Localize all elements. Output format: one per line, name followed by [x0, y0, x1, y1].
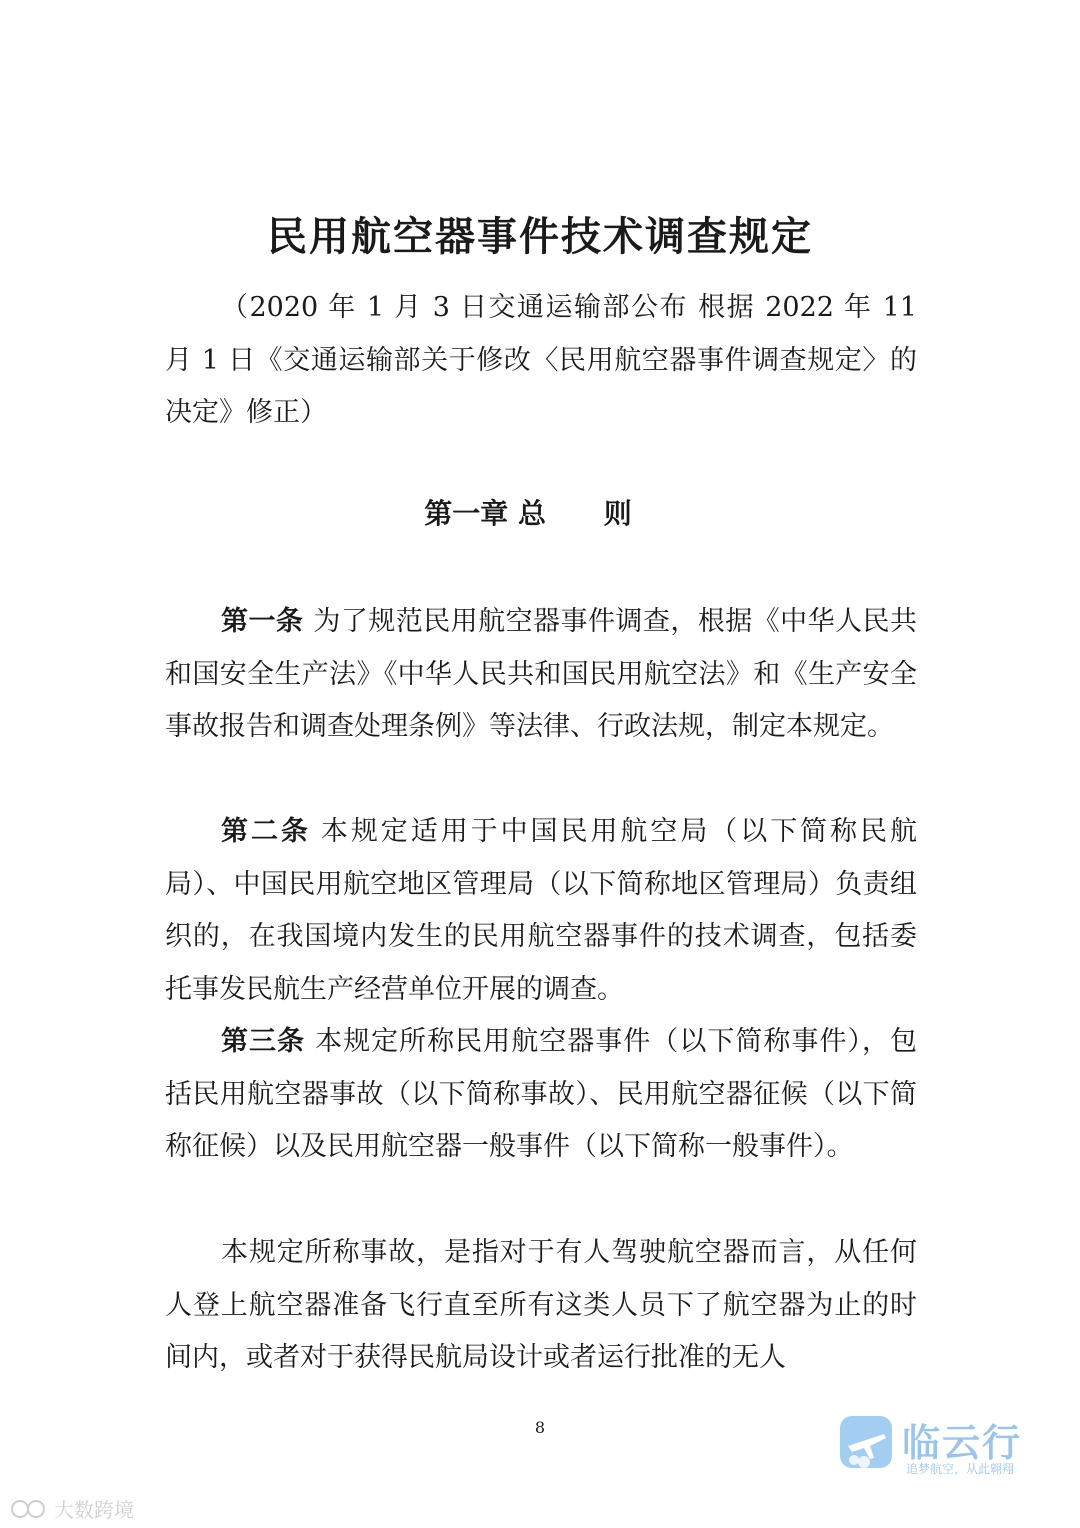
- chapter-heading: [0, 492, 1080, 532]
- article-label: 第一条: [221, 606, 304, 637]
- accident-definition-paragraph: 本规定所称事故，是指对于有人驾驶航空器而言，从任何人登上航空器准备飞行直至所有这类人员下了航空器为止的时间内，或者对于获得民航局设计或者运行批准的无人: [165, 1237, 917, 1373]
- brand-watermark: [840, 1412, 1040, 1482]
- article-text: 本规定适用于中国民用航空局（以下简称民航局）、中国民用航空地区管理局（以下简称地区管理局）负责组织的，在我国境内发生的民用航空器事件的技术调查，包括委托事发民航生产经营单位开展的调查。: [165, 816, 918, 1005]
- page-number: 8: [534, 1418, 546, 1437]
- article-text: 本规定所称民用航空器事件（以下简称事件），包括民用航空器事故（以下简称事故）、民用航空器征候（以下简称征候）以及民用航空器一般事件（以下简称一般事件）。: [165, 1026, 917, 1162]
- article-2: [165, 806, 917, 1016]
- airplane-logo-icon: [840, 1416, 892, 1468]
- amendment-note: （2020 年 1 月 3 日交通运输部公布 根据 2022 年 11 月 1 日《交通运输部关于修改〈民用航空器事件调查规定〉的决定》修正）: [165, 292, 917, 428]
- source-watermark: [10, 1494, 134, 1520]
- brand-slogan: 追梦航空，从此翱翔: [906, 1462, 1015, 1476]
- chapter-number: 第一章: [424, 497, 509, 530]
- article-text: 为了规范民用航空器事件调查，根据《中华人民共和国安全生产法》《中华人民共和国民用航空法》和《生产安全事故报告和调查处理条例》等法律、行政法规，制定本规定。: [165, 606, 917, 742]
- article-label: 第二条: [221, 816, 311, 847]
- wechat-icon: [10, 1498, 50, 1525]
- article-1: [165, 596, 917, 754]
- article-label: 第三条: [221, 1026, 306, 1057]
- brand-name: 临云行: [902, 1421, 1023, 1465]
- document-title: 民用航空器事件技术调查规定: [267, 214, 813, 260]
- chapter-name: 总 则: [518, 497, 656, 530]
- source-watermark-text: 大数跨境: [54, 1498, 134, 1522]
- article-3: [165, 1016, 917, 1174]
